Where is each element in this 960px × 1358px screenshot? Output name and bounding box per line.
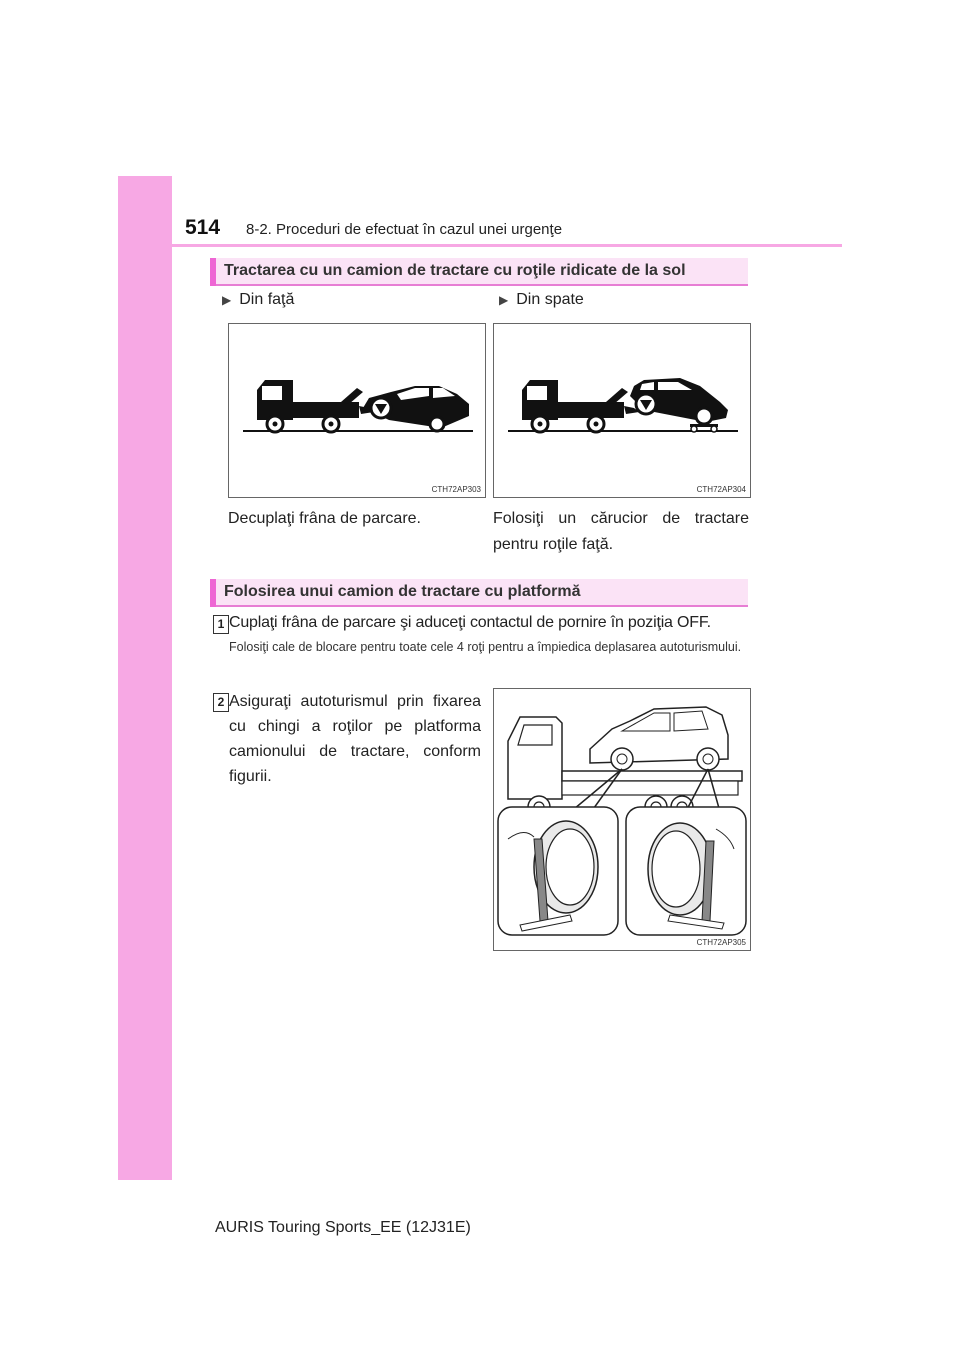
- section-heading-text: Tractarea cu un camion de tractare cu roţile ridicate de la sol: [224, 262, 686, 279]
- step-number-badge: 2: [213, 693, 229, 712]
- section-heading-bar: [210, 258, 216, 286]
- page-number: 514: [185, 216, 221, 239]
- step-2-text: Asiguraţi autoturismul prin fixarea cu chingi a roţilor pe platforma camionului de tractare, conform figurii.: [229, 693, 481, 785]
- page-footer: AURIS Touring Sports_EE (12J31E): [215, 1219, 471, 1236]
- section-heading-text: Folosirea unui camion de tractare cu platformă: [224, 583, 581, 600]
- caption-rear: Folosiţi un cărucior de tractare pentru roţile faţă.: [493, 510, 749, 553]
- section-heading-lifted-towing: [210, 258, 748, 286]
- label-from-front: ▶ Din faţă: [222, 291, 295, 308]
- tow-truck-front-illustration: [229, 324, 485, 497]
- figure-code: CTH72AP304: [696, 485, 746, 494]
- header-rule: [118, 244, 842, 247]
- figure-code: CTH72AP305: [696, 938, 746, 947]
- figure-flatbed-truck: [493, 688, 751, 951]
- side-tab-band: [118, 176, 172, 1180]
- label-from-rear: ▶ Din spate: [499, 291, 584, 308]
- caption-front: Decuplaţi frâna de parcare.: [228, 510, 421, 527]
- step-number-badge: 1: [213, 615, 229, 634]
- triangle-bullet-icon: ▶: [222, 293, 232, 307]
- figure-tow-from-rear: [493, 323, 751, 498]
- section-heading-bar: [210, 579, 216, 607]
- flatbed-truck-illustration: [494, 689, 750, 950]
- section-heading-flatbed: [210, 579, 748, 607]
- figure-tow-from-front: [228, 323, 486, 498]
- step-1-note: Folosiţi cale de blocare pentru toate cele 4 roţi pentru a împiedica deplasarea autoturismului.: [229, 640, 742, 654]
- running-header: 8-2. Proceduri de efectuat în cazul unei urgenţe: [246, 221, 563, 238]
- step-1-text: Cuplaţi frâna de parcare şi aduceţi contactul de pornire în poziţia OFF.: [229, 614, 711, 631]
- tow-truck-rear-illustration: [494, 324, 750, 497]
- figure-code: CTH72AP303: [431, 485, 481, 494]
- triangle-bullet-icon: ▶: [499, 293, 509, 307]
